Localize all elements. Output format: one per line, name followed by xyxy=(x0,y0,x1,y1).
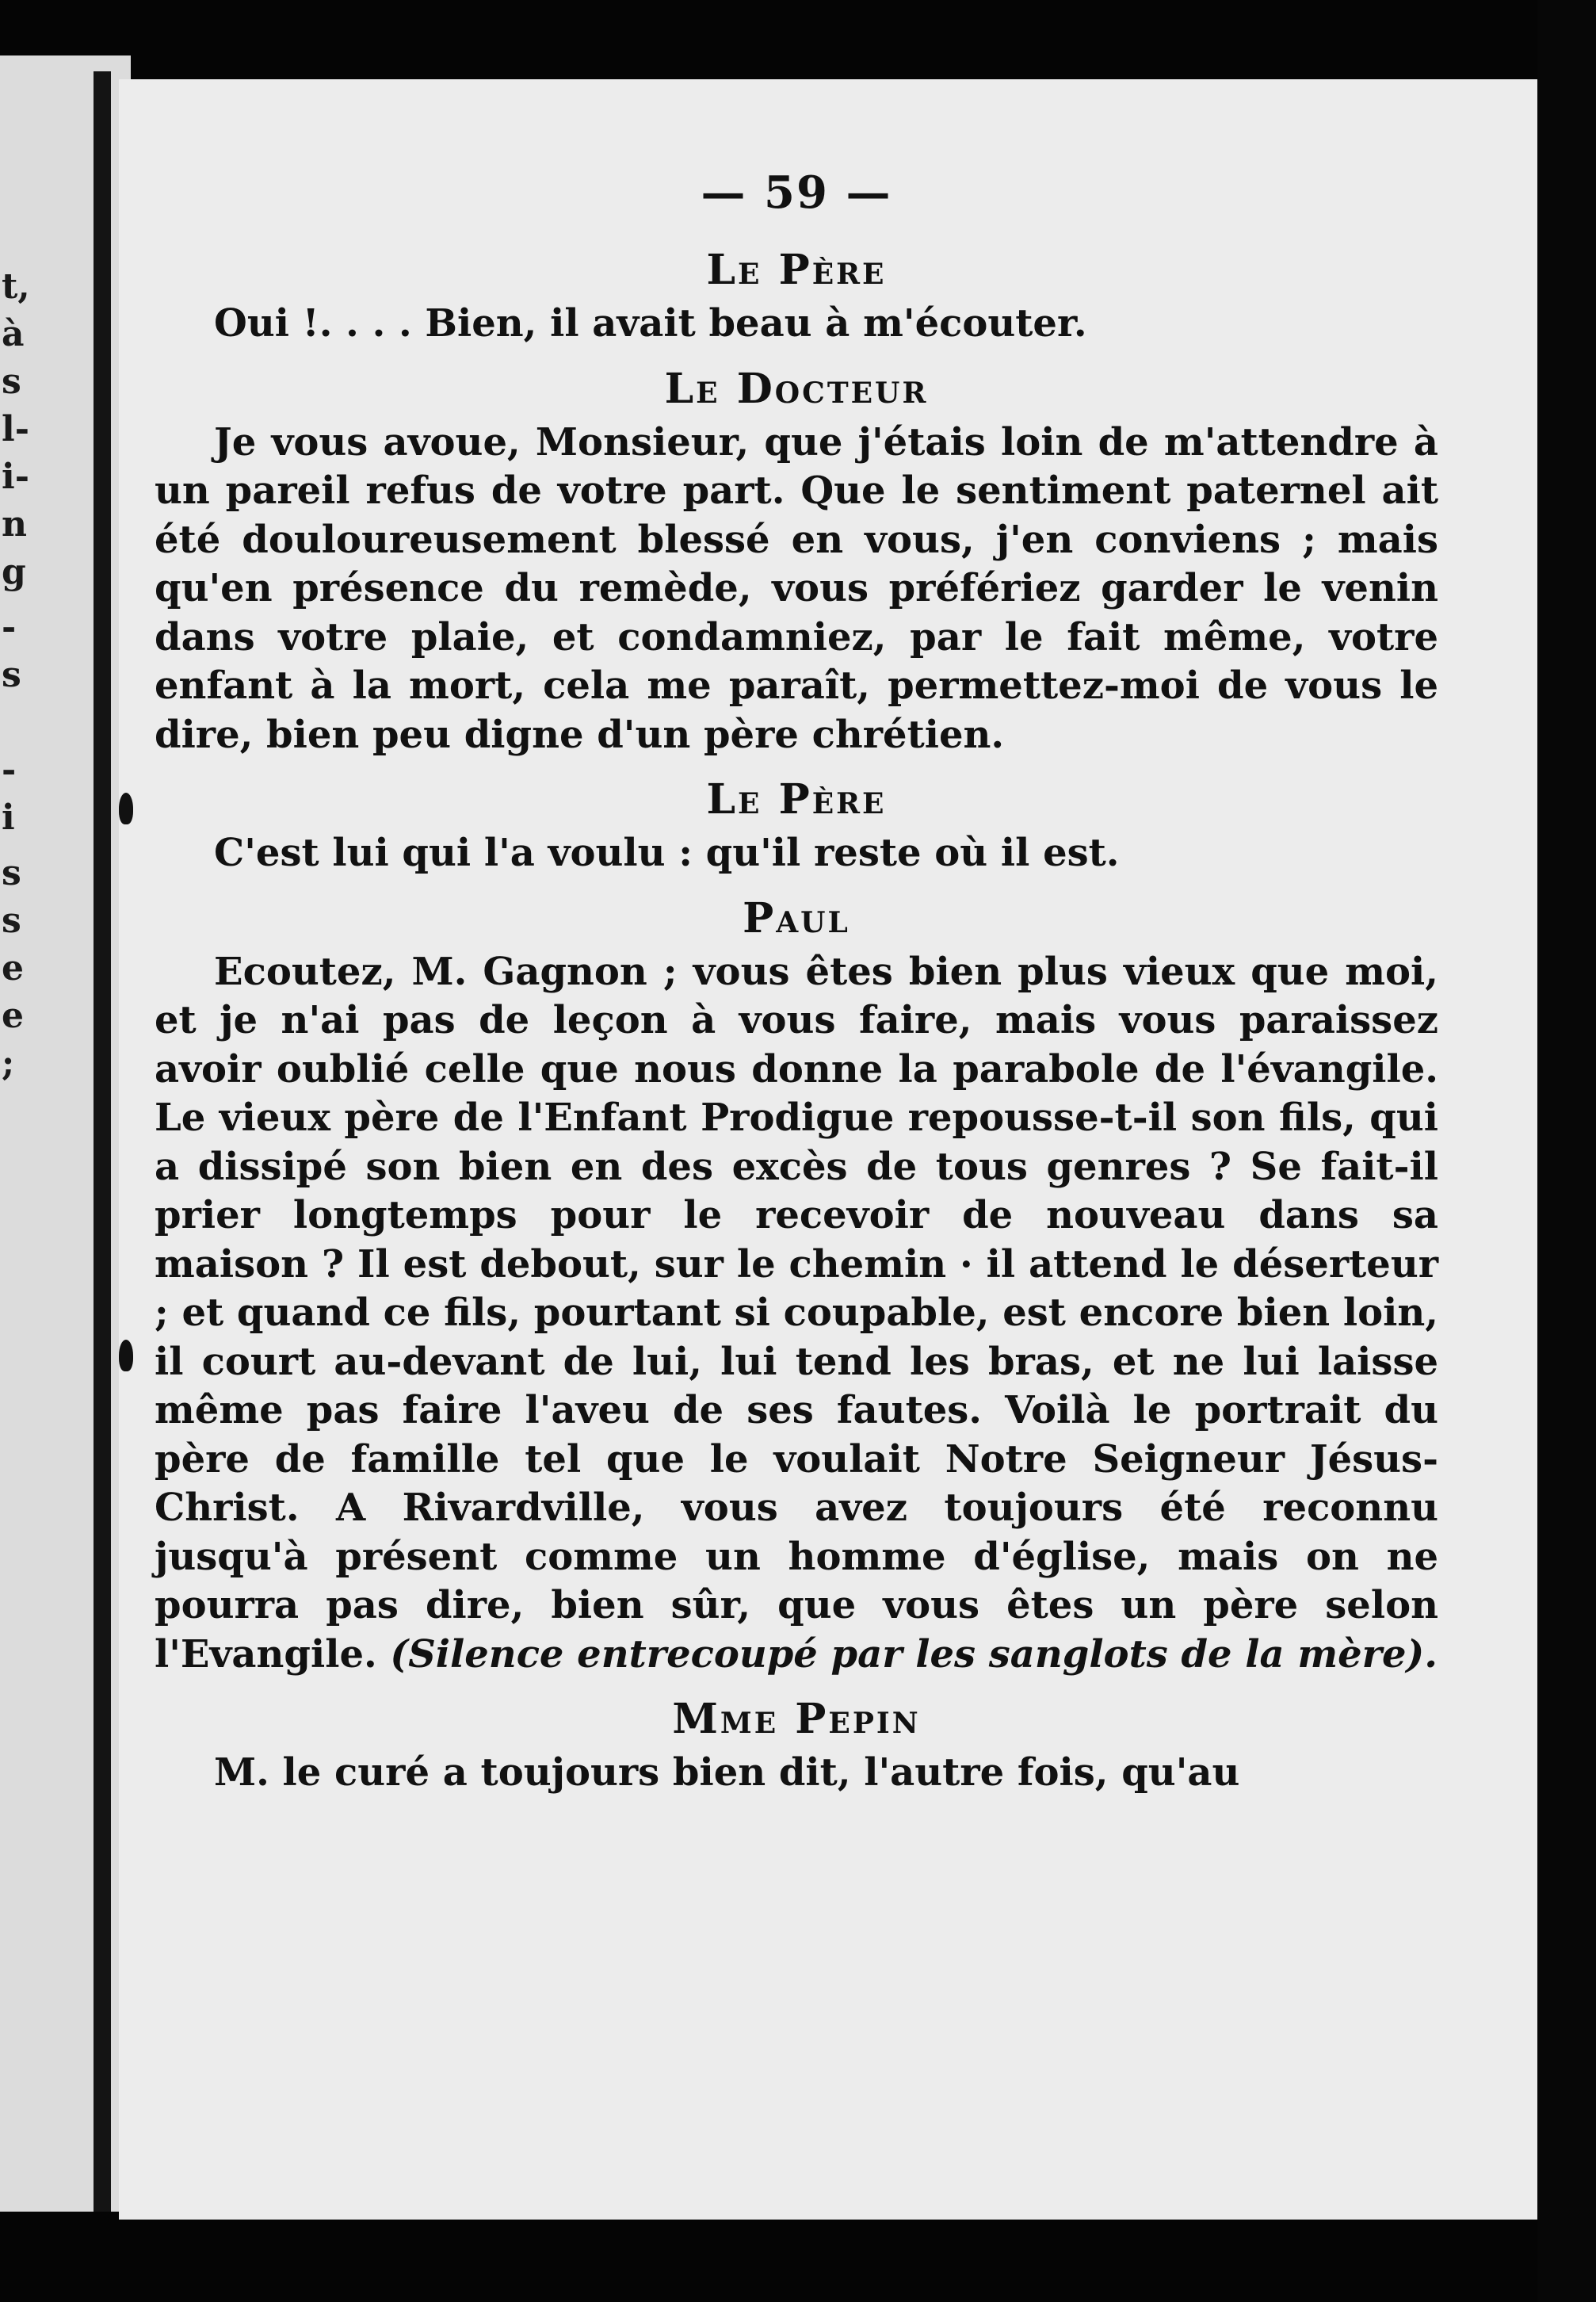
speaker-heading: Mme Pepin xyxy=(672,1695,921,1743)
binding-mark xyxy=(119,793,133,824)
adjacent-page-fragment: i xyxy=(2,797,15,838)
binding-mark xyxy=(119,1340,133,1371)
adjacent-page-fragment: s xyxy=(2,655,21,695)
dialogue-text: Ecoutez, M. Gagnon ; vous êtes bien plus vieux que moi, et je n'ai pas de leçon à vous faire, mais vous paraissez avoir oublié celle que nous donne la parabole de l'évangile. Le vieux père de l'Enfant Prodigue repousse-t-il son fils, qui a dissipé son bien en des excès de tous genres ? Se fait-il prier longtemps pour le recevoir de nouveau dans sa maison ? Il est debout, sur le chemin · il attend le déserteur ; et quand ce fils, pourtant si coupable, est encore bien loin, il court au-devant de lui, lui tend les bras, et ne lui laisse même pas faire l'aveu de ses fautes. Voilà le portrait du père de famille tel que le voulait Notre Seigneur Jésus-Christ. A Rivardville, vous avez toujours été reconnu jusqu'à présent comme un homme d'église, mais on ne pourra pas dire, bien sûr, que vous êtes un père selon l'Evangile. xyxy=(155,949,1438,1677)
adjacent-page-strip xyxy=(0,55,131,2212)
adjacent-page-fragment: s xyxy=(2,853,21,893)
scan-background xyxy=(1537,0,1596,2302)
speaker-heading: Paul xyxy=(743,893,850,943)
adjacent-page-fragment: e xyxy=(2,996,24,1036)
speaker-heading: Le Docteur xyxy=(664,364,929,413)
adjacent-page-fragment: s xyxy=(2,361,21,402)
adjacent-page-fragment: t, xyxy=(2,266,30,307)
adjacent-page-fragment: ; xyxy=(2,1043,15,1084)
speaker-heading: Le Père xyxy=(706,246,887,294)
adjacent-page-fragment: g xyxy=(2,552,26,592)
dialogue-line: M. le curé a toujours bien dit, l'autre fois, qu'au xyxy=(214,1750,1240,1795)
dialogue-line: C'est lui qui l'a voulu : qu'il reste où il est. xyxy=(214,831,1120,875)
dialogue-line: Je vous avoue, Monsieur, que j'étais loin de m'attendre à un pareil refus de votre part. Que le sentiment paternel ait été douloureusement blessé en vous, j'en conviens ; mais qu'en présence du remède, vous préfériez garder le venin dans votre plaie, et condamniez, par le fait même, votre enfant à la mort, cela me paraît, permettez-moi de vous le dire, bien peu digne d'un père chrétien. xyxy=(155,419,1438,757)
adjacent-page-fragment: - xyxy=(2,607,17,648)
stage-direction: (Silence entrecoupé par les sanglots de la mère). xyxy=(390,1631,1438,1677)
dialogue-line xyxy=(155,948,1438,1680)
adjacent-page-fragment: à xyxy=(2,314,25,354)
page-number: — 59 — xyxy=(701,166,892,219)
adjacent-page-fragment: n xyxy=(2,504,27,545)
dialogue-line: Oui !. . . . Bien, il avait beau à m'écouter. xyxy=(214,301,1087,346)
adjacent-page-fragment: s xyxy=(2,901,21,941)
adjacent-page-fragment: - xyxy=(2,750,17,790)
speaker-heading: Le Père xyxy=(706,775,887,824)
adjacent-page-fragment: l- xyxy=(2,409,29,449)
page-text xyxy=(155,166,1438,1814)
adjacent-page-fragment: e xyxy=(2,948,24,988)
adjacent-page-fragment: i- xyxy=(2,457,29,497)
page-spine xyxy=(94,71,111,2212)
